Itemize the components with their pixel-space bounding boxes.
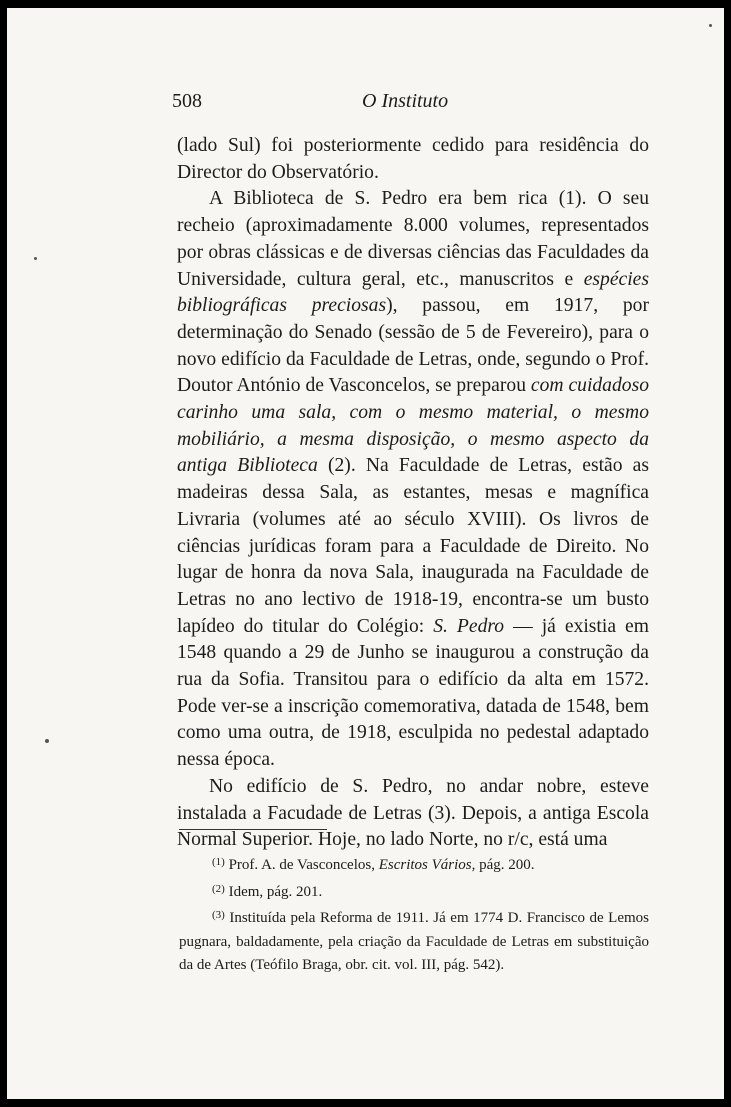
footnote-3-mark: (3) [212,909,225,921]
footnote-2-mark: (2) [212,882,225,895]
footnotes [179,851,649,978]
footnote-divider [179,829,327,830]
footnote-3 [179,904,649,978]
footnote-1-text-a: Prof. A. de Vasconcelos, [224,857,379,873]
p2-text-a: A Biblioteca de S. Pedro era bem rica [209,188,548,210]
page-header [172,90,652,116]
p2-text-e: — já existia em 1548 quando a 29 de Junho se inaugurou a construção da rua da Sofia. Transitou para o edifício da alta em 1572. Pode ver-se a inscrição comemorativa, datada de 1548, bem como uma outra, de 1918, esculpida no pedestal adaptado nessa época. [177,615,649,771]
p2-text-c: ), passou, em 1917, por determinação do Senado (sessão de 5 de Fevereiro), para o novo edifício da Faculdade de Letras, onde, segundo o Prof. Doutor António de Vasconcelos, se preparou [177,295,649,397]
speck-mark [34,257,37,260]
footnote-ref-3: (3) [427,802,451,824]
body-text [177,133,649,854]
running-title: O Instituto [362,90,449,112]
paragraph-2 [177,186,649,773]
p3-text-b: . Depois, a antiga Escola Normal Superior. Hoje, no lado Norte, no r/c, está uma [177,802,649,851]
footnote-3-text: Instituída pela Reforma de 1911. Já em 1774 D. Francisco de Lemos pugnara, baldadamente, pela criação da Faculdade de Letras em substituição da de Artes (Teófilo Braga, obr. cit. vol. III, pág. 542). [179,910,649,973]
p2-text-d: . Na Faculdade de Letras, estão as madeiras dessa Sala, as estantes, mesas e magnífica Livraria (volumes até ao século XVIII). Os livros de ciências jurídicas foram para a Faculdade de Direito. No lugar de honra da nova Sala, inaugurada na Faculdade de Letras no ano lectivo de 1918-19, encontra-se um busto lapídeo do titular do Colégio: [177,455,649,637]
p3-text-a: No edifício de S. Pedro, no andar nobre, esteve instalada a Facudade de Letras [177,775,649,824]
p2-italic-3: S. Pedro [433,615,505,637]
footnote-2-text: Idem, pág. 201. [224,883,323,900]
speck-mark [709,24,712,27]
paragraph-1: (lado Sul) foi posteriormente cedido para residência do Director do Observatório. [177,135,649,183]
p2-italic-2: com cuidadoso carinho uma sala, com o mesmo material, o mesmo mobiliário, a mesma disposição, o mesmo aspecto da antiga Biblioteca [177,375,649,477]
speck-mark [45,739,49,743]
footnote-1-mark: (1) [212,856,225,868]
p2-italic-1: espécies bibliográficas preciosas [177,268,649,317]
footnote-ref-2: (2) [327,455,351,477]
footnote-1 [179,851,649,878]
footnote-1-italic: Escritos Vários, [378,857,476,873]
footnote-2 [179,878,649,905]
footnote-1-text-b: pág. 200. [475,857,535,873]
footnote-ref-1: (1) [558,188,582,210]
p2-text-b: . O seu recheio (aproximadamente 8.000 volumes, representados por obras clássicas e de diversas ciências das Faculdades da Universidade, cultura geral, etc., manuscritos e [177,188,649,290]
paragraph-3 [177,774,649,854]
page-number: 508 [172,90,202,112]
